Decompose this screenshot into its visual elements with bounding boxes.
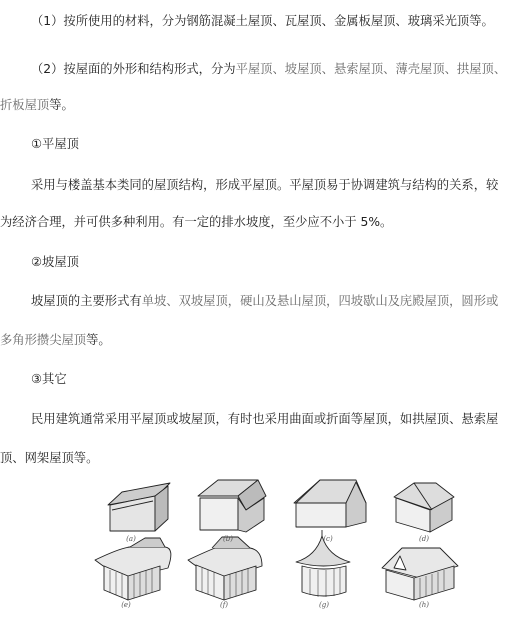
caption-d: (d)	[419, 535, 429, 543]
heading-text: ①平屋顶	[31, 137, 79, 151]
roof-diagram-e	[95, 538, 171, 600]
paragraph-text: 为经济合理，并可供多种利用。有一定的排水坡度，至少应不小于 5%。	[0, 215, 393, 229]
caption-g: (g)	[319, 601, 329, 609]
paragraph-text: 顶、网架屋顶等。	[0, 451, 99, 465]
caption-f: (f)	[219, 601, 229, 609]
roof-diagram-a	[108, 483, 170, 531]
caption-e: (e)	[121, 601, 131, 609]
paragraph-text: 民用建筑通常采用平屋顶或坡屋顶，有时也采用曲面或折面等屋顶，如拱屋顶、悬索屋	[31, 412, 499, 426]
roof-types-link-text: 多角形攒尖屋顶	[0, 333, 87, 347]
heading-text: ③其它	[31, 372, 67, 386]
heading-text: ②坡屋顶	[31, 255, 79, 269]
roof-types-link-text: 平屋顶、坡屋顶、悬索屋顶、薄壳屋顶、拱屋顶、	[235, 62, 507, 76]
caption-b: (b)	[223, 535, 233, 543]
roof-diagram-b	[198, 480, 266, 532]
roof-types-link-text: 单坡、双坡屋顶，硬山及悬山屋顶，四坡歇山及庑殿屋顶，圆形或	[141, 294, 499, 308]
paragraph-text: 等。	[49, 98, 74, 112]
roof-types-link-text: 折板屋顶	[0, 98, 50, 112]
caption-h: (h)	[419, 601, 429, 609]
roof-diagram-h	[382, 548, 458, 600]
roof-diagram-f	[188, 537, 262, 600]
paragraph-text: （1）按所使用的材料，分为钢筋混凝土屋顶、瓦屋顶、金属板屋顶、玻璃采光顶等。	[31, 14, 494, 28]
paragraph-text: （2）按屋面的外形和结构形式，分为	[31, 62, 236, 76]
paragraph-text: 坡屋顶的主要形式有	[31, 294, 142, 308]
roof-diagram-d	[394, 483, 454, 532]
caption-c: (c)	[323, 535, 333, 543]
roof-diagram-c	[294, 480, 366, 527]
caption-a: (a)	[126, 535, 136, 543]
paragraph-text: 采用与楼盖基本类同的屋顶结构，形成平屋顶。平屋顶易于协调建筑与结构的关系，较	[31, 178, 499, 192]
paragraph-text: 等。	[86, 333, 111, 347]
